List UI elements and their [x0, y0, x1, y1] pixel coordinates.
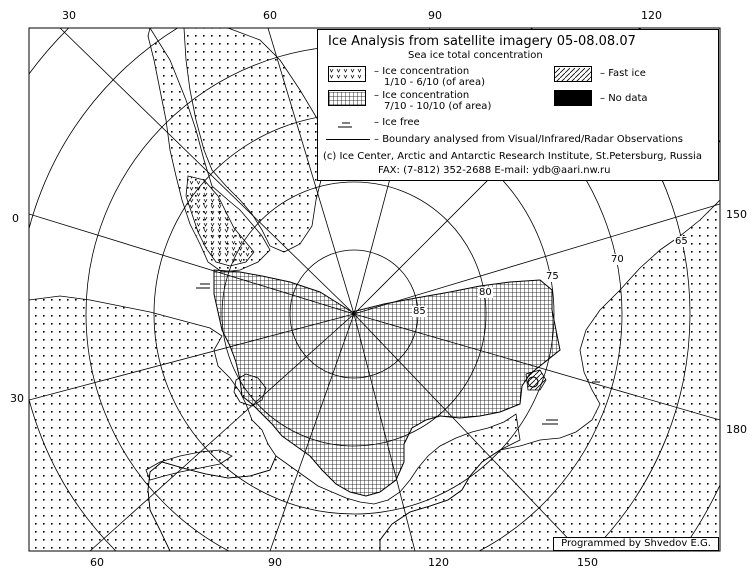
legend-box — [317, 29, 719, 181]
lat-label-70: 70 — [611, 254, 624, 265]
legend-swatch-no-data — [554, 90, 592, 106]
lon-label-bottom-60: 60 — [90, 556, 104, 569]
lat-label-75: 75 — [546, 271, 559, 282]
lon-label-bottom-150: 150 — [577, 556, 598, 569]
lat-label-80: 80 — [479, 287, 492, 298]
legend-item-no-data: – No data — [600, 93, 648, 104]
legend-swatch-ice-free — [338, 116, 358, 135]
lon-label-bottom-120: 120 — [428, 556, 449, 569]
legend-swatch-high-concentration — [328, 90, 366, 106]
legend-credit-line1: (c) Ice Center, Arctic and Antarctic Research Institute, St.Petersburg, Russia — [323, 151, 702, 162]
legend-item-high-line1: – Ice concentration — [374, 90, 470, 101]
legend-credit-line2: FAX: (7-812) 352-2688 E-mail: ydb@aari.nw.ru — [378, 165, 611, 176]
lon-label-top-90: 90 — [428, 9, 442, 22]
lat-label-85: 85 — [413, 306, 426, 317]
programmer-credit: Programmed by Shvedov E.G. — [553, 537, 719, 551]
lon-label-bottom-90: 90 — [268, 556, 282, 569]
lat-label-65: 65 — [675, 236, 688, 247]
legend-item-low-line2: 1/10 - 6/10 (of area) — [384, 77, 485, 88]
legend-item-ice-free: – Ice free — [374, 117, 420, 128]
legend-subtitle: Sea ice total concentration — [408, 50, 543, 61]
lon-label-left-0: 0 — [12, 212, 19, 225]
lon-label-right-180: 180 — [726, 423, 747, 436]
lon-label-top-30: 30 — [62, 9, 76, 22]
lon-label-top-120: 120 — [641, 9, 662, 22]
lon-label-left-30: 30 — [10, 392, 24, 405]
lon-label-right-150: 150 — [726, 208, 747, 221]
legend-item-high-line2: 7/10 - 10/10 (of area) — [384, 101, 492, 112]
legend-swatch-fast-ice — [554, 66, 592, 82]
lon-label-top-60: 60 — [263, 9, 277, 22]
legend-swatch-low-concentration — [328, 66, 366, 82]
legend-swatch-boundary — [326, 139, 370, 140]
legend-item-low-line1: – Ice concentration — [374, 66, 470, 77]
legend-item-fast-ice: – Fast ice — [600, 68, 646, 79]
legend-item-boundary: – Boundary analysed from Visual/Infrared/Radar Observations — [374, 134, 683, 145]
legend-title: Ice Analysis from satellite imagery 05-08.08.07 — [328, 34, 636, 49]
